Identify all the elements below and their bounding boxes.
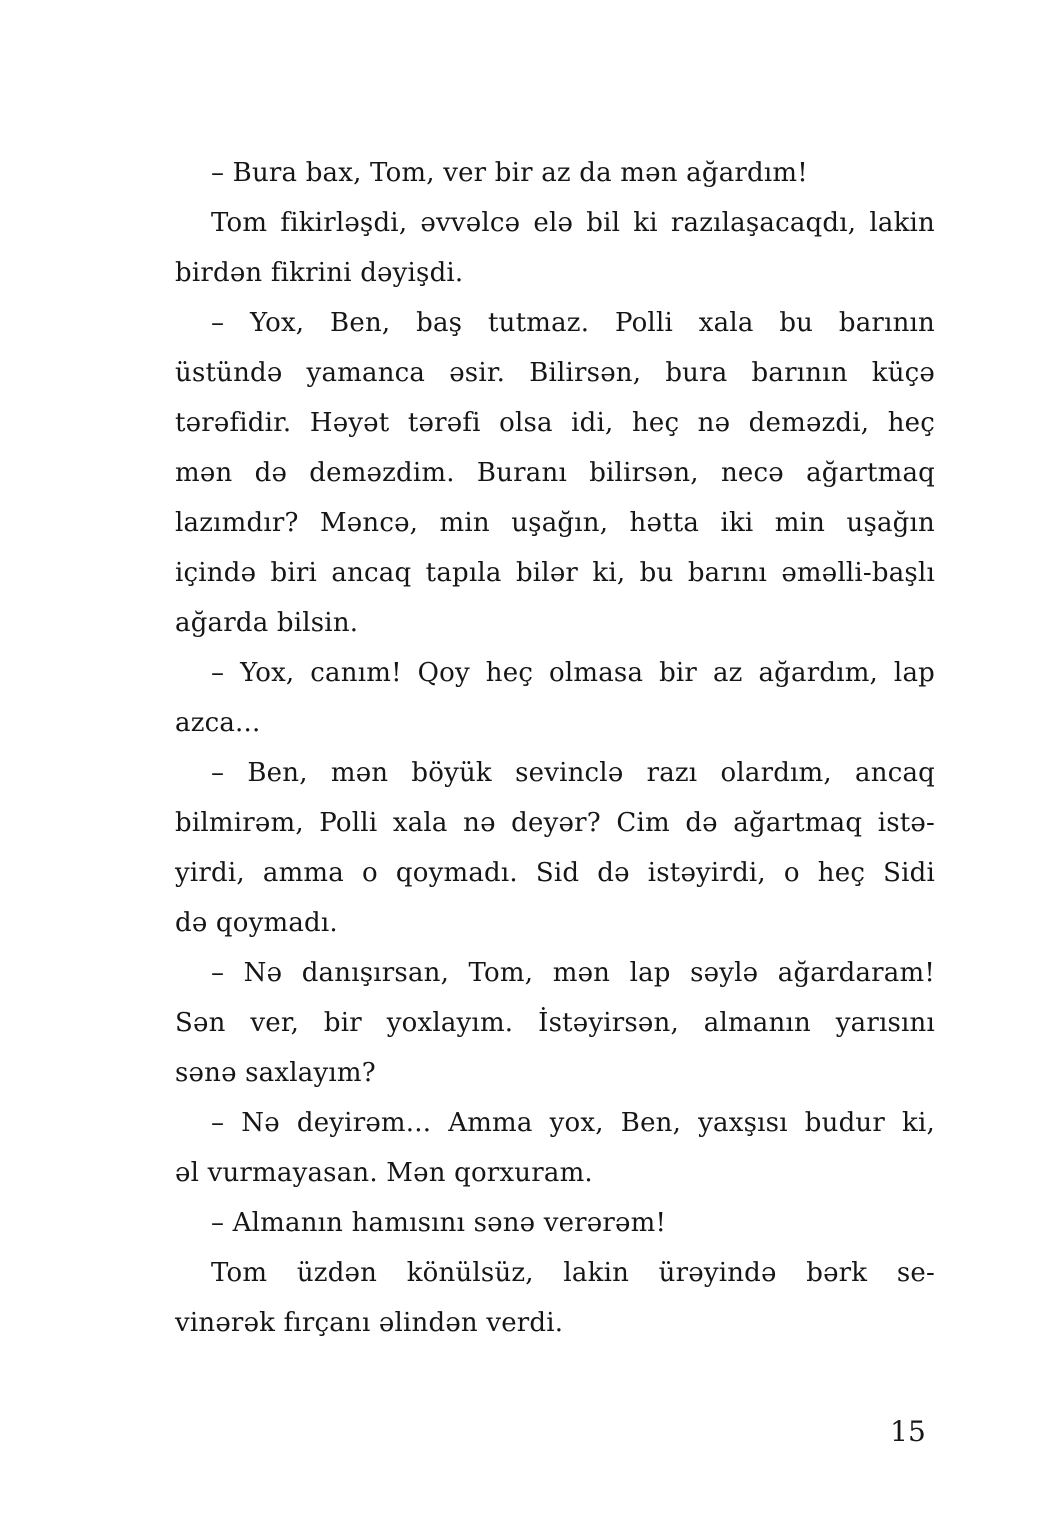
text-line: vinərək fırçanı əlindən verdi.: [175, 1308, 564, 1338]
text-line: sənə saxlayım?: [175, 1058, 376, 1088]
text-line: mən də deməzdim. Buranı bilirsən, necə ağartmaq: [175, 458, 935, 488]
text-line: – Bura bax, Tom, ver bir az da mən ağardım!: [211, 158, 808, 188]
text-line: əl vurmayasan. Mən qorxuram.: [175, 1158, 593, 1188]
text-line: Sən ver, bir yoxlayım. İstəyirsən, almanın yarısını: [175, 1008, 935, 1038]
text-line: üstündə yamanca əsir. Bilirsən, bura barının küçə: [175, 358, 935, 388]
text-line: Tom fikirləşdi, əvvəlcə elə bil ki razılaşacaqdı, lakin: [211, 208, 935, 238]
text-line: lazımdır? Məncə, min uşağın, hətta iki min uşağın: [175, 508, 935, 538]
text-line: – Yox, Ben, baş tutmaz. Polli xala bu barının: [211, 308, 935, 338]
text-line: Tom üzdən könülsüz, lakin ürəyində bərk se-: [211, 1258, 935, 1288]
text-line: – Ben, mən böyük sevinclə razı olardım, ancaq: [211, 758, 935, 788]
text-line: – Yox, canım! Qoy heç olmasa bir az ağardım, lap: [211, 658, 935, 688]
page-number: 15: [890, 1415, 926, 1448]
page-text: [175, 148, 935, 1348]
text-line: tərəfidir. Həyət tərəfi olsa idi, heç nə deməzdi, heç: [175, 408, 935, 438]
text-line: bilmirəm, Polli xala nə deyər? Cim də ağartmaq istə-: [175, 808, 935, 838]
text-line: – Nə danışırsan, Tom, mən lap səylə ağardaram!: [211, 958, 935, 988]
text-line: də qoymadı.: [175, 908, 338, 938]
text-line: azca...: [175, 708, 261, 738]
text-line: içində biri ancaq tapıla bilər ki, bu barını əməlli-başlı: [175, 558, 935, 588]
text-line: ağarda bilsin.: [175, 608, 359, 638]
text-line: birdən fikrini dəyişdi.: [175, 258, 464, 288]
text-line: – Almanın hamısını sənə verərəm!: [211, 1208, 667, 1238]
text-line: yirdi, amma o qoymadı. Sid də istəyirdi, o heç Sidi: [175, 858, 935, 888]
text-line: – Nə deyirəm... Amma yox, Ben, yaxşısı budur ki,: [211, 1108, 935, 1138]
